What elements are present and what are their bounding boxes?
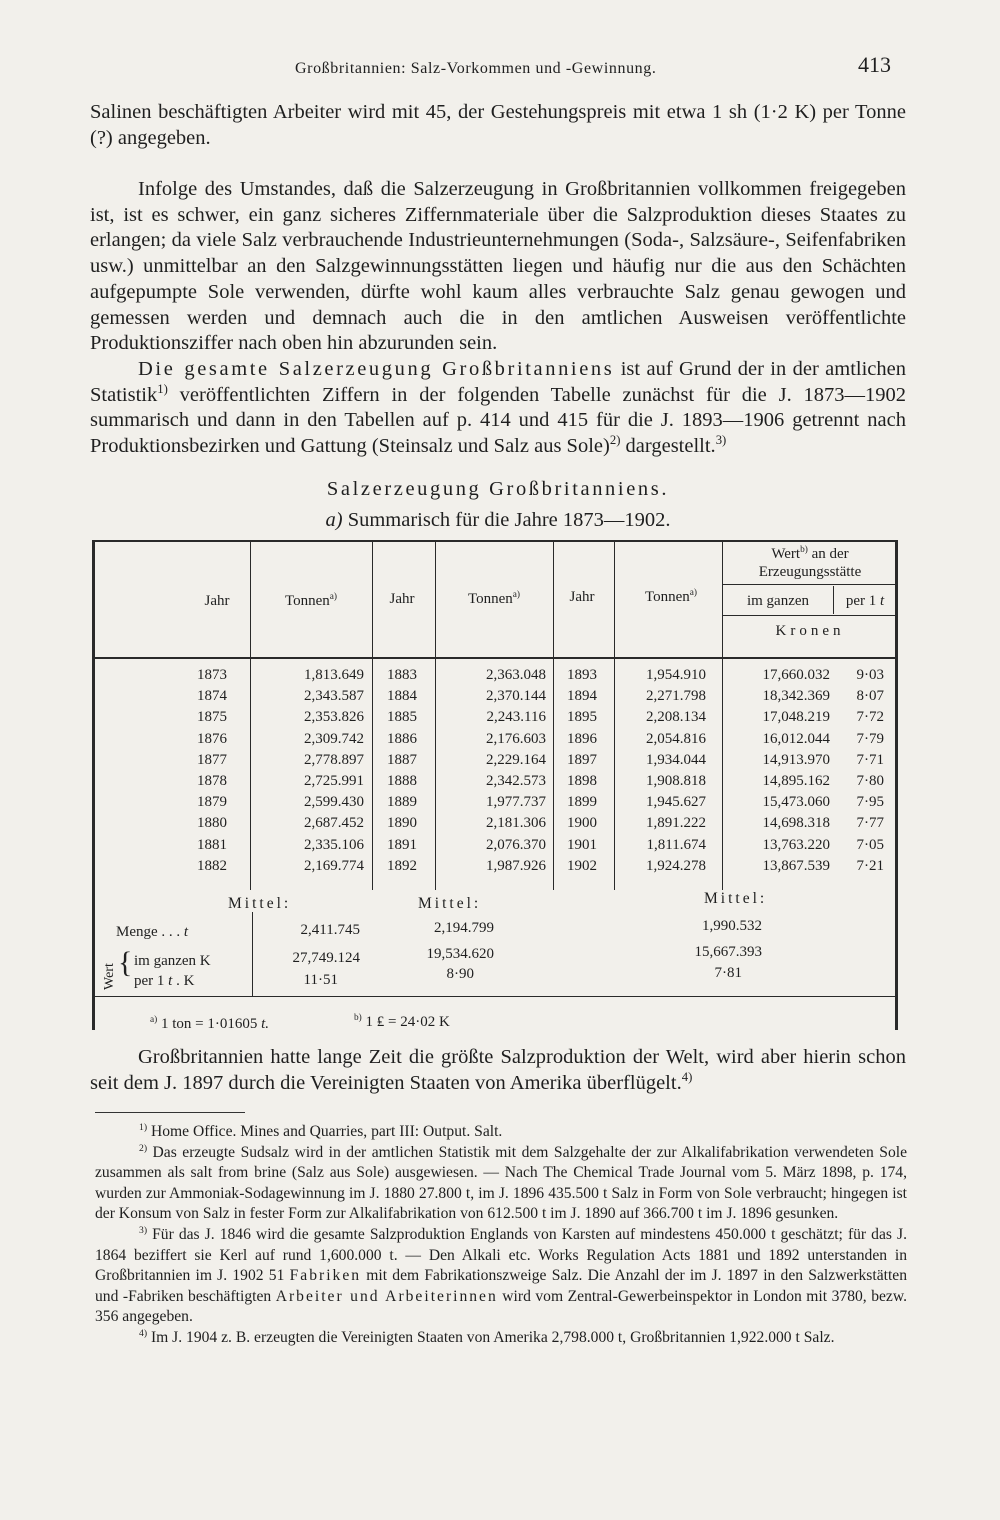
- cell-wert-im-ganzen: 13,867.539: [762, 857, 830, 874]
- cell-wert-per-t: 9·03: [856, 667, 884, 683]
- mittel-im-ganzen-3: 15,667.393: [694, 944, 762, 960]
- text-run: ist auf Grund der in der amtlichen Statistik: [90, 357, 906, 406]
- cell-year-1: 1873: [197, 667, 227, 683]
- cell-year-3: 1895: [567, 709, 597, 726]
- cell-wert-per-t: 7·77: [856, 815, 884, 832]
- cell-tonnen-2: 2,181.306: [486, 815, 546, 832]
- wert-subrule: [722, 584, 898, 585]
- cell-wert-per-t: 7·71: [856, 751, 884, 768]
- cell-tonnen-1: 2,778.897: [304, 751, 364, 768]
- mittel-label-1: Mittel:: [228, 895, 292, 912]
- mittel-rule: [252, 912, 253, 996]
- table-row: [92, 858, 898, 879]
- sup-mark: 1: [139, 1121, 144, 1133]
- cell-tonnen-3: 1,934.044: [646, 751, 706, 768]
- footnote-text: Für das J. 1846 wird die gesamte Salzproduktion Englands von Karsten auf mindestens 450.000 t geschätzt; für das J. 1864 beziffert sie Kerl auf rund 1,600.000 t. — Den Alkali etc. Works Regulation Acts 1881 und 1892 unterstanden in Großbritannien im J. 1902 51: [95, 1225, 907, 1285]
- cell-wert-per-t: 8·07: [856, 688, 884, 705]
- mittel-menge-2: 2,194.799: [434, 920, 494, 936]
- table-subtitle: [90, 509, 906, 532]
- running-head: [0, 52, 1000, 82]
- sup-mark: 2: [609, 433, 617, 448]
- cell-tonnen-2: 2,229.164: [486, 751, 546, 768]
- sup-mark: a: [689, 588, 694, 598]
- sup-mark: 3: [715, 433, 723, 448]
- mittel-label-3: Mittel:: [704, 890, 768, 907]
- cell-year-2: 1884: [387, 688, 417, 705]
- header-kronen: Kronen: [775, 623, 845, 639]
- notes-rule: [92, 996, 898, 997]
- cell-tonnen-3: 1,954.910: [646, 667, 706, 683]
- sup-mark: a: [512, 590, 517, 600]
- table-row: [92, 815, 898, 836]
- sup-mark: a: [150, 1015, 155, 1025]
- sup-mark: 2: [139, 1142, 144, 1154]
- footnote-ref-3: 3): [715, 433, 727, 448]
- cell-wert-per-t: 7·79: [856, 730, 884, 747]
- cell-year-2: 1892: [387, 857, 417, 874]
- sub-letter: a): [325, 509, 343, 531]
- note-text: 1 ton = 1·01605: [161, 1016, 258, 1032]
- unit-t: t.: [261, 1016, 270, 1032]
- header-text: Wert: [771, 546, 801, 562]
- cell-year-2: 1886: [387, 730, 417, 747]
- cell-year-1: 1881: [197, 836, 227, 853]
- header-text: Tonnen: [467, 591, 513, 607]
- sup-mark: b: [354, 1013, 359, 1023]
- cell-tonnen-2: 2,363.048: [486, 667, 546, 683]
- table-row: [92, 794, 898, 815]
- table-row: [92, 731, 898, 752]
- label-text: Menge . . .: [116, 924, 181, 940]
- table-row: [92, 667, 898, 688]
- cell-wert-per-t: 7·95: [856, 794, 884, 811]
- cell-year-3: 1893: [567, 667, 597, 683]
- paragraph-closing: [90, 1045, 906, 1096]
- cell-tonnen-2: 1,987.926: [486, 857, 546, 874]
- cell-year-1: 1878: [197, 773, 227, 789]
- cell-year-1: 1880: [197, 815, 227, 832]
- cell-wert-im-ganzen: 17,660.032: [762, 667, 830, 683]
- cell-tonnen-3: 2,271.798: [646, 688, 706, 705]
- cell-year-1: 1877: [197, 751, 227, 768]
- cell-tonnen-1: 2,725.991: [304, 773, 364, 789]
- cell-tonnen-2: 1,977.737: [486, 794, 546, 811]
- cell-year-1: 1874: [197, 688, 227, 705]
- table-border-top: [92, 540, 898, 542]
- footnote-separator: [95, 1112, 245, 1113]
- cell-wert-im-ganzen: 15,473.060: [762, 794, 830, 811]
- text-run: Großbritannien hatte lange Zeit die größte Salzproduktion der Welt, wird aber hierin schon seit dem J. 1897 durch die Vereinigten Staaten von Amerika überflügelt.: [90, 1046, 906, 1094]
- header-per-1t: [834, 593, 896, 610]
- paragraph-2: Infolge des Umstandes, daß die Salzerzeugung in Großbritannien vollkommen freigegeben ist, ist es schwer, ein ganz sicheres Ziffernmateriale über die Salzproduktion dieses Staates zu erlangen; da viele Salz verbrauchende Industrieunternehmungen (Soda-, Salzsäure-, Seifenfabriken usw.) unmittelbar an den Salzgewinnungsstätten liegen und häufig nur die aus den Schächten aufgepumpte Sole verwenden, dürfte wohl kaum alles verbrauchte Salz genau gewogen und gemessen werden und demnach auch die in den amtlichen Ausweisen veröffentlichte Produktionsziffer nach oben hin abzurunden sein.: [90, 178, 906, 355]
- cell-year-1: 1882: [197, 857, 227, 874]
- footnote-4: $^{4)}$ Im J. 1904 z. B. erzeugten die Vereinigten Staaten von Amerika 2,798.000 t, Großbritannien 1,922.000 t Salz.: [139, 1327, 835, 1346]
- cell-year-3: 1896: [567, 730, 597, 747]
- mittel-per-t-1: 11·51: [303, 972, 338, 988]
- header-jahr-2: Jahr: [389, 591, 415, 607]
- paragraph-continuation: [90, 100, 906, 151]
- footnote-2: $^{2)}$ Das erzeugte Sudsalz wird in der amtlichen Statistik mit dem Salzgehalte der zur Alkalifabrikation verwendeten Sole zusammen als salt from brine (Salz aus Sole) ausgewiesen. — Nach The Chemical Trade Journal vom 5. März 1898, p. 174, wurden zur Ammoniak-Sodagewinnung im J. 1880 27.800 t, im J. 1896 435.500 t Salz in Form von Sole verbraucht; hingegen ist der Konsum von Salz in fester Form zur Alkalifabrikation von 612.500 t im J. 1890 auf 366.700 t im J. 1896 gesunken.: [95, 1142, 907, 1223]
- cell-tonnen-1: 1,813.649: [304, 667, 364, 683]
- cell-year-3: 1898: [567, 773, 597, 789]
- cell-year-3: 1902: [567, 857, 597, 874]
- footnote-3: $^{3)}$ Für das J. 1846 wird die gesamte Salzproduktion Englands von Karsten auf mindestens 450.000 t geschätzt; für das J. 1864 beziffert sie Kerl auf rund 1,600.000 t. — Den Alkali etc. Works Regulation Acts 1881 und 1892 unterstanden in Großbritannien im J. 1902 51 Fabriken mit dem Fabrikationszweige Salz. Die Anzahl der im J. 1897 in den Salzwerkstätten und -Fabriken beschäftigten Arbeiter und Arbeiterinnen wird vom Zentral-Gewerbeinspektor in London mit 3780, bezw. 356 angegeben.: [95, 1224, 908, 1326]
- cell-tonnen-3: 1,811.674: [646, 836, 706, 853]
- cell-wert-per-t: 7·05: [856, 836, 884, 853]
- paragraph-1: Salinen beschäftigten Arbeiter wird mit 45, der Gestehungspreis mit etwa 1 sh (1·2 K) per Tonne (?) angegeben.: [90, 101, 906, 149]
- cell-year-1: 1879: [197, 794, 227, 811]
- cell-tonnen-3: 1,908.818: [646, 773, 706, 789]
- unit-t: t: [168, 973, 173, 989]
- cell-wert-im-ganzen: 14,698.318: [762, 815, 830, 832]
- cell-tonnen-2: 2,342.573: [486, 773, 546, 789]
- cell-tonnen-1: 2,353.826: [304, 709, 364, 726]
- footnotes: [95, 1122, 907, 1349]
- header-erzeugungsstaette: Erzeugungsstätte: [758, 564, 862, 580]
- header-text: per 1: [845, 593, 877, 609]
- emphasis-spaced: Arbeiter und Arbeiterinnen: [275, 1287, 498, 1305]
- cell-wert-per-t: 7·21: [856, 857, 884, 874]
- footnote-text: mit dem Fabrikationszweige Salz. Die Anzahl der im J. 1897 in den Salzwerkstätten und -Fabriken beschäftigten: [95, 1267, 908, 1305]
- cell-year-2: 1883: [387, 667, 417, 683]
- page-number: 413: [858, 52, 891, 77]
- header-tonnen-3: Tonnen$^{a)}$: [644, 588, 698, 605]
- cell-tonnen-1: 2,169.774: [304, 857, 364, 874]
- table-note-a: $^{a)}$ 1 ton = 1·01605 t.: [150, 1015, 270, 1032]
- header-rule: [92, 657, 898, 659]
- table-title: Salzerzeugung Großbritanniens.: [326, 478, 670, 500]
- sup-mark: 4: [681, 1069, 689, 1084]
- footnote-text: Im J. 1904 z. B. erzeugten die Vereinigten Staaten von Amerika 2,798.000 t, Großbritannien 1,922.000 t Salz.: [150, 1328, 835, 1346]
- header-tonnen-1: Tonnen$^{a)}$: [284, 592, 338, 609]
- footnote-1: $^{1)}$ Home Office. Mines and Quarries, part III: Output. Salt.: [139, 1121, 503, 1140]
- cell-tonnen-1: 2,309.742: [304, 730, 364, 747]
- subtitle-text: Summarisch für die Jahre 1873—1902.: [347, 509, 671, 531]
- unit-t: t: [879, 593, 885, 609]
- im-ganzen-label: im ganzen K: [134, 953, 211, 969]
- cell-year-1: 1875: [197, 709, 227, 726]
- unit-t: t: [183, 924, 189, 940]
- wert-vertical-label: Wert: [102, 963, 117, 990]
- mittel-per-t-2: 8·90: [446, 966, 474, 982]
- cell-year-2: 1891: [387, 836, 417, 853]
- cell-tonnen-2: 2,176.603: [486, 730, 546, 747]
- sup-mark: b: [800, 545, 805, 555]
- running-head-title: Großbritannien: Salz-Vorkommen und -Gewinnung.: [295, 60, 657, 77]
- table-row: [92, 688, 898, 709]
- mittel-im-ganzen-2: 19,534.620: [426, 946, 494, 962]
- header-text: Tonnen: [644, 589, 690, 605]
- cell-year-2: 1888: [387, 773, 417, 789]
- mittel-label-2: Mittel:: [418, 895, 482, 912]
- header-im-ganzen: im ganzen: [746, 593, 810, 609]
- cell-wert-im-ganzen: 17,048.219: [762, 709, 830, 726]
- salt-production-table: [92, 540, 898, 1030]
- cell-year-3: 1899: [567, 794, 597, 811]
- table-row: [92, 773, 898, 794]
- cell-wert-im-ganzen: 18,342.369: [762, 688, 830, 705]
- wert-brace: {: [118, 946, 133, 979]
- footnote-text: wird vom Zentral-Gewerbeinspektor in London mit 3780, bezw. 356 angegeben.: [95, 1287, 907, 1326]
- sup-mark: 3: [139, 1224, 144, 1236]
- paragraph-4: [90, 1045, 906, 1096]
- cell-tonnen-1: 2,343.587: [304, 688, 364, 705]
- note-text: 1 ₤ = 24·02 K: [365, 1014, 450, 1030]
- cell-year-1: 1876: [197, 730, 227, 747]
- menge-label: [116, 924, 188, 941]
- header-tonnen-2: Tonnen$^{a)}$: [467, 590, 521, 607]
- footnote-ref-2: 2): [609, 433, 621, 448]
- cell-year-3: 1900: [567, 815, 597, 832]
- text-run: dargestellt.: [625, 435, 716, 458]
- sup-mark: 1: [157, 381, 164, 396]
- header-wert: Wert$^{b)}$ an der: [771, 545, 849, 562]
- footnote-ref-1: 1): [157, 381, 168, 396]
- mittel-menge-1: 2,411.745: [300, 922, 360, 938]
- cell-tonnen-3: 1,945.627: [646, 794, 706, 811]
- emphasis-spaced: Die gesamte Salzerzeugung Großbritanniens: [138, 357, 615, 380]
- cell-wert-im-ganzen: 14,913.970: [762, 751, 830, 768]
- cell-tonnen-3: 1,891.222: [646, 815, 706, 832]
- table-row: [92, 752, 898, 773]
- footnote-text: Das erzeugte Sudsalz wird in der amtlichen Statistik mit dem Salzgehalte der zur Alkalifabrikation verwendeten Sole zusammen als salt from brine (Salz aus Sole) ausgewiesen. — Nach The Chemical Trade Journal vom 5. März 1898, p. 174, wurden zur Ammoniak-Sodagewinnung im J. 1880 27.800 t, im J. 1896 435.500 t Salz in Form von Sole verbraucht; hingegen ist der Konsum von Salz in fester Form zur Alkalifabrikation von 612.500 t im J. 1890 auf 366.700 t im J. 1896 gesunken.: [95, 1143, 907, 1223]
- cell-year-2: 1890: [387, 815, 417, 832]
- sup-mark: 4: [139, 1327, 144, 1339]
- cell-tonnen-1: 2,599.430: [304, 794, 364, 811]
- cell-wert-per-t: 7·72: [856, 709, 884, 726]
- cell-tonnen-3: 2,054.816: [646, 730, 706, 747]
- text-run: veröffentlichten Ziffern in der folgenden Tabelle zunächst für die J. 1873—1902 summarisch und dann in den Tabellen auf p. 414 und 415 für die J. 1893—1906 getrennt nach Produktionsbezirken und Gattung (Steinsalz und Salz aus Sole): [90, 383, 907, 458]
- cell-tonnen-2: 2,370.144: [486, 688, 546, 705]
- emphasis-spaced: Fabriken: [289, 1267, 362, 1285]
- mittel-im-ganzen-1: 27,749.124: [292, 950, 360, 966]
- cell-year-3: 1897: [567, 751, 597, 768]
- paragraph-main: [90, 177, 906, 460]
- cell-year-2: 1887: [387, 751, 417, 768]
- header-text: an der: [811, 546, 849, 562]
- mittel-per-t-3: 7·81: [714, 965, 742, 981]
- cell-wert-per-t: 7·80: [856, 773, 884, 789]
- cell-tonnen-1: 2,335.106: [304, 836, 364, 853]
- cell-tonnen-1: 2,687.452: [304, 815, 364, 832]
- label-text: per 1: [134, 973, 165, 989]
- table-row: [92, 709, 898, 730]
- footnote-text: Home Office. Mines and Quarries, part III: Output. Salt.: [150, 1123, 503, 1140]
- cell-year-3: 1901: [567, 836, 597, 853]
- table-row: [92, 837, 898, 858]
- cell-wert-im-ganzen: 14,895.162: [762, 773, 830, 789]
- table-note-b: $^{b)}$ 1 ₤ = 24·02 K: [354, 1013, 450, 1030]
- footnote-ref-4: 4): [681, 1069, 693, 1084]
- cell-tonnen-3: 2,208.134: [646, 709, 706, 726]
- label-text: . K: [176, 973, 195, 989]
- cell-wert-im-ganzen: 16,012.044: [762, 730, 830, 747]
- mittel-menge-3: 1,990.532: [702, 918, 762, 934]
- cell-wert-im-ganzen: 13,763.220: [762, 836, 830, 853]
- paragraph-3: [90, 357, 906, 460]
- cell-year-2: 1885: [387, 709, 417, 726]
- cell-tonnen-2: 2,243.116: [486, 709, 546, 726]
- cell-tonnen-2: 2,076.370: [486, 836, 546, 853]
- sup-mark: a: [329, 592, 334, 602]
- header-text: Tonnen: [284, 593, 330, 609]
- header-jahr-3: Jahr: [569, 589, 595, 605]
- header-jahr-1: Jahr: [204, 593, 230, 609]
- cell-tonnen-3: 1,924.278: [646, 857, 706, 874]
- cell-year-2: 1889: [387, 794, 417, 811]
- per-t-label: [134, 973, 194, 990]
- cell-year-3: 1894: [567, 688, 597, 705]
- kronen-rule: [722, 615, 898, 616]
